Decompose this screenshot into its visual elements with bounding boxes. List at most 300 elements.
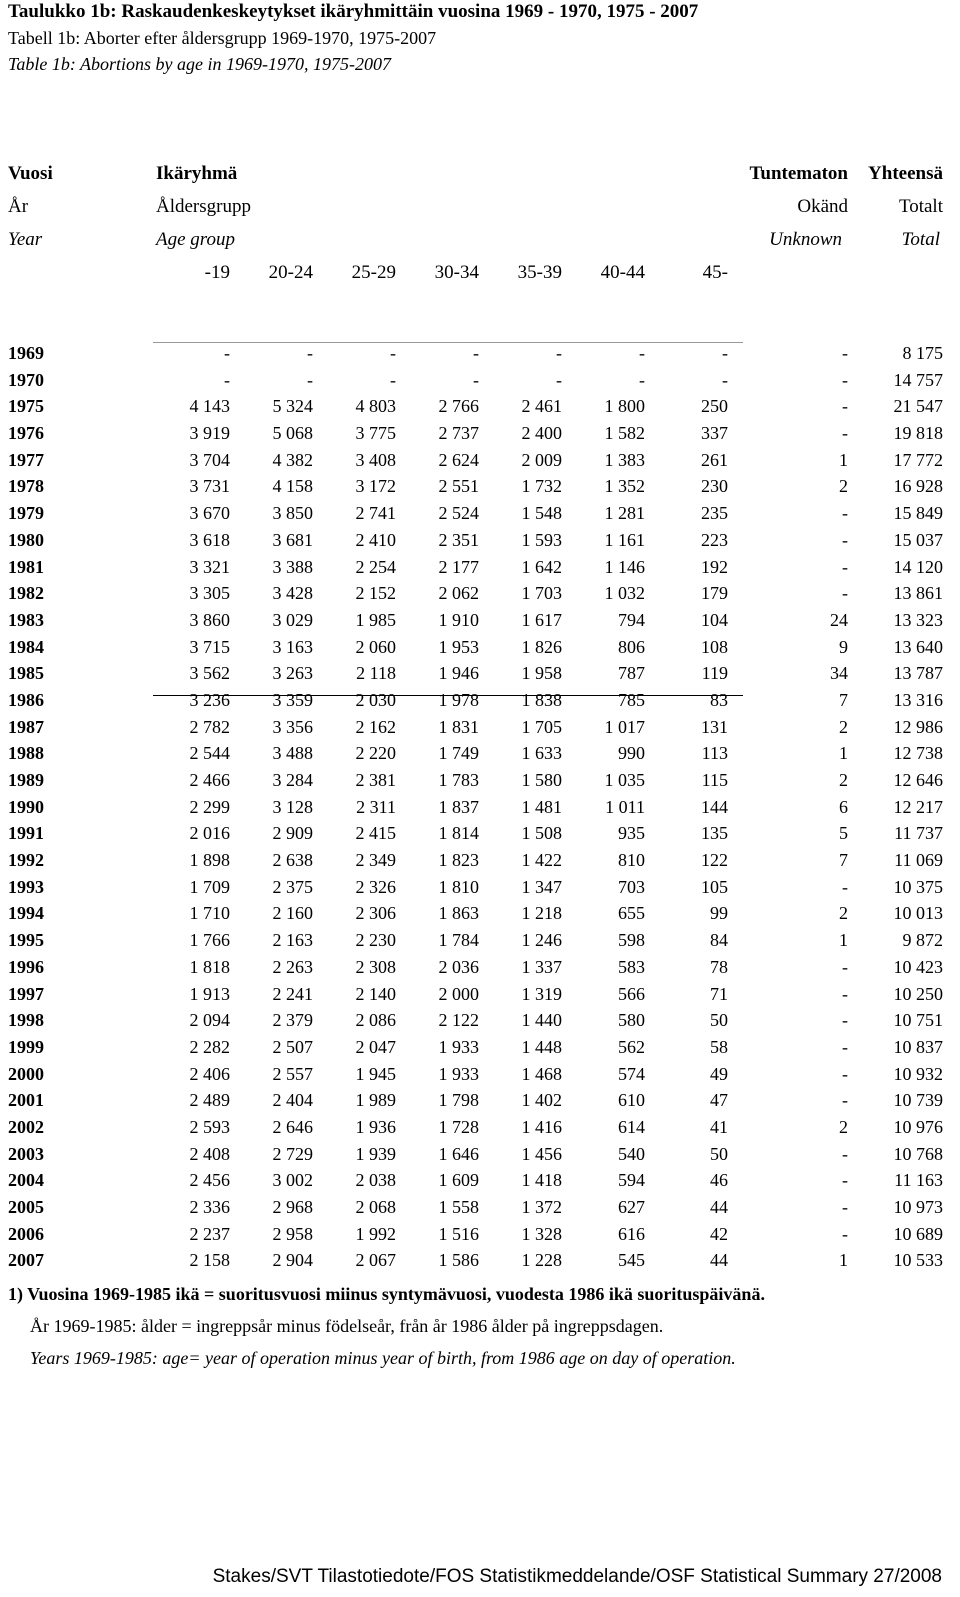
year-cell: 1970 xyxy=(8,369,44,390)
value-cell: 1 766 xyxy=(189,930,230,951)
table-row xyxy=(0,820,960,847)
value-cell: 935 xyxy=(618,823,645,844)
year-cell: 1983 xyxy=(8,609,44,630)
value-cell: - xyxy=(842,983,848,1004)
value-cell: 2 158 xyxy=(189,1250,230,1271)
value-cell: 12 738 xyxy=(893,743,943,764)
value-cell: 1 440 xyxy=(521,1010,562,1031)
table-row xyxy=(0,447,960,474)
value-cell: 2 958 xyxy=(272,1223,313,1244)
value-cell: 1 481 xyxy=(521,796,562,817)
value-cell: 2 162 xyxy=(355,716,396,737)
value-cell: 34 xyxy=(830,663,848,684)
table-row xyxy=(0,1061,960,1088)
footnote-finnish: 1) Vuosina 1969-1985 ikä = suoritusvuosi miinus syntymävuosi, vuodesta 1986 ikä suorituspäivänä. xyxy=(8,1284,765,1304)
value-cell: - xyxy=(390,343,396,363)
value-cell: 6 xyxy=(839,796,848,817)
footnote-swedish: År 1969-1985: ålder = ingreppsår minus födelseår, från år 1986 ålder på ingreppsdagen. xyxy=(30,1316,664,1336)
value-cell: 108 xyxy=(701,636,728,657)
value-cell: 1 945 xyxy=(355,1063,396,1084)
value-cell: - xyxy=(842,1010,848,1031)
value-cell: 614 xyxy=(618,1116,645,1137)
value-cell: - xyxy=(842,529,848,550)
value-cell: 2 557 xyxy=(272,1063,313,1084)
value-cell: 9 872 xyxy=(902,930,943,951)
year-cell: 2000 xyxy=(8,1063,44,1084)
value-cell: 5 324 xyxy=(272,396,313,417)
header-total-en: Total xyxy=(901,229,940,250)
table-row xyxy=(0,634,960,661)
value-cell: 1 823 xyxy=(438,850,479,871)
value-cell: 3 681 xyxy=(272,529,313,550)
value-cell: 2 351 xyxy=(438,529,479,550)
value-cell: 2 241 xyxy=(272,983,313,1004)
value-cell: 4 158 xyxy=(272,476,313,497)
value-cell: 2 140 xyxy=(355,983,396,1004)
value-cell: 250 xyxy=(701,396,728,417)
value-cell: 598 xyxy=(618,930,645,951)
value-cell: 1 709 xyxy=(189,876,230,897)
year-cell: 1994 xyxy=(8,903,44,924)
value-cell: 2 047 xyxy=(355,1036,396,1057)
value-cell: - xyxy=(307,343,313,363)
value-cell: 1 933 xyxy=(438,1036,479,1057)
value-cell: 1 347 xyxy=(521,876,562,897)
value-cell: - xyxy=(842,1170,848,1191)
year-cell: 2004 xyxy=(8,1170,44,1191)
value-cell: 1 728 xyxy=(438,1116,479,1137)
value-cell: 49 xyxy=(710,1063,728,1084)
value-cell: 4 803 xyxy=(355,396,396,417)
value-cell: 50 xyxy=(710,1143,728,1164)
value-cell: 119 xyxy=(701,663,728,684)
value-cell: 2 524 xyxy=(438,503,479,524)
value-cell: 10 739 xyxy=(893,1090,943,1111)
value-cell: - xyxy=(556,369,562,390)
value-cell: 1 xyxy=(839,449,848,470)
value-cell: 83 xyxy=(710,689,728,710)
value-cell: 990 xyxy=(618,743,645,764)
value-cell: 13 787 xyxy=(893,663,943,684)
value-cell: 11 737 xyxy=(894,823,943,844)
value-cell: 785 xyxy=(618,689,645,710)
value-cell: 3 163 xyxy=(272,636,313,657)
value-cell: 1 798 xyxy=(438,1090,479,1111)
value-cell: 44 xyxy=(710,1250,728,1271)
value-cell: - xyxy=(842,396,848,417)
value-cell: 1 456 xyxy=(521,1143,562,1164)
value-cell: 2 xyxy=(839,1116,848,1137)
value-cell: 2 xyxy=(839,903,848,924)
value-cell: 1 810 xyxy=(438,876,479,897)
table-row xyxy=(0,393,960,420)
table-row xyxy=(0,420,960,447)
value-cell: 1 826 xyxy=(521,636,562,657)
value-cell: 1 319 xyxy=(521,983,562,1004)
value-cell: 10 973 xyxy=(893,1197,943,1217)
value-cell: - xyxy=(842,1223,848,1244)
table-row xyxy=(0,554,960,581)
table-row xyxy=(0,1007,960,1034)
title-english: Table 1b: Abortions by age in 1969-1970, 1975-2007 xyxy=(8,54,391,74)
table-row xyxy=(0,1247,960,1274)
value-cell: 2 122 xyxy=(438,1010,479,1031)
value-cell: 1 946 xyxy=(438,663,479,684)
value-cell: 2 118 xyxy=(356,663,396,684)
value-cell: 13 640 xyxy=(893,636,943,657)
value-cell: 2 593 xyxy=(189,1116,230,1137)
year-cell: 1993 xyxy=(8,876,44,897)
value-cell: 2 263 xyxy=(272,956,313,977)
value-cell: 3 321 xyxy=(189,556,230,577)
value-cell: - xyxy=(556,343,562,363)
table-row xyxy=(0,847,960,874)
year-cell: 2001 xyxy=(8,1090,44,1111)
value-cell: 2 067 xyxy=(355,1250,396,1271)
value-cell: 11 069 xyxy=(894,850,943,871)
value-cell: 2 349 xyxy=(355,850,396,871)
value-cell: 2 544 xyxy=(189,743,230,764)
value-cell: 3 731 xyxy=(189,476,230,497)
value-cell: 2 311 xyxy=(356,796,396,817)
value-cell: 1 985 xyxy=(355,609,396,630)
value-cell: 15 849 xyxy=(893,503,943,524)
year-cell: 1985 xyxy=(8,663,44,684)
value-cell: 2 060 xyxy=(355,636,396,657)
value-cell: 41 xyxy=(710,1116,728,1137)
header-unknown-fi: Tuntematon xyxy=(749,163,848,184)
value-cell: 1 633 xyxy=(521,743,562,764)
year-cell: 1987 xyxy=(8,716,44,737)
value-cell: 2 507 xyxy=(272,1036,313,1057)
value-cell: 71 xyxy=(710,983,728,1004)
value-cell: 3 305 xyxy=(189,583,230,604)
value-cell: 2 016 xyxy=(189,823,230,844)
value-cell: 2 062 xyxy=(438,583,479,604)
value-cell: 540 xyxy=(618,1143,645,1164)
value-cell: 10 423 xyxy=(893,956,943,977)
value-cell: 2 466 xyxy=(189,770,230,790)
value-cell: 5 xyxy=(839,823,848,844)
value-cell: 230 xyxy=(701,476,728,497)
value-cell: 2 030 xyxy=(355,689,396,710)
value-cell: 3 562 xyxy=(189,663,230,684)
value-cell: 2 456 xyxy=(189,1170,230,1191)
year-cell: 1969 xyxy=(8,343,44,363)
value-cell: 4 382 xyxy=(272,449,313,470)
year-cell: 2007 xyxy=(8,1250,44,1271)
value-cell: 1 416 xyxy=(521,1116,562,1137)
value-cell: 2 094 xyxy=(189,1010,230,1031)
value-cell: 1 898 xyxy=(189,850,230,871)
value-cell: 1 989 xyxy=(355,1090,396,1111)
value-cell: 10 751 xyxy=(893,1010,943,1031)
value-cell: 2 410 xyxy=(355,529,396,550)
value-cell: - xyxy=(842,1036,848,1057)
value-cell: 2 646 xyxy=(272,1116,313,1137)
value-cell: 58 xyxy=(710,1036,728,1057)
age-group-header: 20-24 xyxy=(268,262,313,283)
value-cell: 113 xyxy=(701,743,728,764)
value-cell: 2 000 xyxy=(438,983,479,1004)
value-cell: 1 992 xyxy=(355,1223,396,1244)
value-cell: 261 xyxy=(701,449,728,470)
value-cell: 703 xyxy=(618,876,645,897)
value-cell: 580 xyxy=(618,1010,645,1031)
value-cell: - xyxy=(842,369,848,390)
value-cell: 1 468 xyxy=(521,1063,562,1084)
value-cell: 1 516 xyxy=(438,1223,479,1244)
table-row xyxy=(0,687,960,714)
value-cell: 3 359 xyxy=(272,689,313,710)
value-cell: 787 xyxy=(618,663,645,684)
year-cell: 1980 xyxy=(8,529,44,550)
value-cell: 2 381 xyxy=(355,770,396,790)
value-cell: 566 xyxy=(618,983,645,1004)
table-titles xyxy=(8,0,698,75)
value-cell: - xyxy=(473,369,479,390)
value-cell: 24 xyxy=(830,609,848,630)
value-cell: 2 766 xyxy=(438,396,479,417)
value-cell: 3 172 xyxy=(355,476,396,497)
value-cell: 1 017 xyxy=(604,716,645,737)
value-cell: 131 xyxy=(701,716,728,737)
page-footer: Stakes/SVT Tilastotiedote/FOS Statistikmeddelande/OSF Statistical Summary 27/2008 xyxy=(212,1566,942,1587)
title-swedish: Tabell 1b: Aborter efter åldersgrupp 1969-1970, 1975-2007 xyxy=(8,28,437,48)
value-cell: 2 379 xyxy=(272,1010,313,1031)
value-cell: 2 086 xyxy=(355,1010,396,1031)
table-row xyxy=(0,1087,960,1114)
table-row xyxy=(0,954,960,981)
value-cell: 115 xyxy=(701,770,728,790)
year-cell: 1977 xyxy=(8,449,44,470)
value-cell: 17 772 xyxy=(893,449,943,470)
value-cell: 2 068 xyxy=(355,1197,396,1217)
value-cell: 1 218 xyxy=(521,903,562,924)
value-cell: 616 xyxy=(618,1223,645,1244)
value-cell: 3 356 xyxy=(272,716,313,737)
value-cell: 2 638 xyxy=(272,850,313,871)
value-cell: 2 968 xyxy=(272,1197,313,1217)
value-cell: 1 783 xyxy=(438,770,479,790)
value-cell: 10 976 xyxy=(893,1116,943,1137)
value-cell: 2 336 xyxy=(189,1197,230,1217)
value-cell: 3 236 xyxy=(189,689,230,710)
table-row xyxy=(0,1221,960,1248)
value-cell: 1 910 xyxy=(438,609,479,630)
value-cell: 8 175 xyxy=(902,343,943,363)
value-cell: 562 xyxy=(618,1036,645,1057)
value-cell: 3 670 xyxy=(189,503,230,524)
value-cell: 1 646 xyxy=(438,1143,479,1164)
value-cell: 1 161 xyxy=(604,529,645,550)
value-cell: 2 326 xyxy=(355,876,396,897)
header-year-en: Year xyxy=(8,229,43,250)
value-cell: 337 xyxy=(701,423,728,444)
value-cell: 1 328 xyxy=(521,1223,562,1244)
value-cell: 3 775 xyxy=(355,423,396,444)
value-cell: 1 586 xyxy=(438,1250,479,1271)
year-cell: 1989 xyxy=(8,770,44,790)
value-cell: 1 xyxy=(839,930,848,951)
value-cell: 2 461 xyxy=(521,396,562,417)
header-age-sv: Åldersgrupp xyxy=(156,196,251,217)
value-cell: 10 768 xyxy=(893,1143,943,1164)
table-row xyxy=(0,767,960,794)
year-cell: 2005 xyxy=(8,1197,44,1217)
value-cell: 2 220 xyxy=(355,743,396,764)
value-cell: 14 757 xyxy=(893,369,943,390)
value-cell: - xyxy=(842,423,848,444)
value-cell: - xyxy=(842,343,848,363)
value-cell: 99 xyxy=(710,903,728,924)
table-row xyxy=(0,874,960,901)
value-cell: 1 784 xyxy=(438,930,479,951)
value-cell: - xyxy=(722,369,728,390)
value-cell: 1 337 xyxy=(521,956,562,977)
value-cell: 3 002 xyxy=(272,1170,313,1191)
value-cell: 2 308 xyxy=(355,956,396,977)
value-cell: 1 913 xyxy=(189,983,230,1004)
value-cell: 3 388 xyxy=(272,556,313,577)
value-cell: 2 782 xyxy=(189,716,230,737)
value-cell: - xyxy=(842,956,848,977)
value-cell: 810 xyxy=(618,850,645,871)
value-cell: 594 xyxy=(618,1170,645,1191)
value-cell: 3 488 xyxy=(272,743,313,764)
value-cell: 50 xyxy=(710,1010,728,1031)
value-cell: 1 933 xyxy=(438,1063,479,1084)
value-cell: 1 609 xyxy=(438,1170,479,1191)
value-cell: 2 551 xyxy=(438,476,479,497)
value-cell: 3 715 xyxy=(189,636,230,657)
year-cell: 1982 xyxy=(8,583,44,604)
table-row xyxy=(0,1114,960,1141)
value-cell: - xyxy=(842,1090,848,1111)
value-cell: 2 009 xyxy=(521,449,562,470)
value-cell: 2 282 xyxy=(189,1036,230,1057)
footnotes xyxy=(8,1282,765,1370)
value-cell: - xyxy=(842,1063,848,1084)
value-cell: 16 928 xyxy=(893,476,943,497)
value-cell: 1 580 xyxy=(521,770,562,790)
year-cell: 1988 xyxy=(8,743,44,764)
value-cell: 2 408 xyxy=(189,1143,230,1164)
value-cell: 1 352 xyxy=(604,476,645,497)
year-cell: 1984 xyxy=(8,636,44,657)
value-cell: 1 818 xyxy=(189,956,230,977)
value-cell: 1 035 xyxy=(604,770,645,790)
value-cell: 3 428 xyxy=(272,583,313,604)
value-cell: 13 323 xyxy=(893,609,943,630)
year-cell: 1998 xyxy=(8,1010,44,1031)
value-cell: 144 xyxy=(701,796,728,817)
header-unknown-sv: Okänd xyxy=(797,196,848,217)
value-cell: 1 863 xyxy=(438,903,479,924)
header-total-fi: Yhteensä xyxy=(868,163,943,184)
year-cell: 1978 xyxy=(8,476,44,497)
value-cell: 2 xyxy=(839,770,848,790)
header-age-en: Age group xyxy=(156,229,235,250)
value-cell: 10 013 xyxy=(893,903,943,924)
value-cell: 1 228 xyxy=(521,1250,562,1271)
value-cell: 1 422 xyxy=(521,850,562,871)
value-cell: 3 408 xyxy=(355,449,396,470)
value-cell: - xyxy=(639,369,645,390)
value-cell: 179 xyxy=(701,583,728,604)
value-cell: 42 xyxy=(710,1223,728,1244)
value-cell: - xyxy=(224,343,230,363)
value-cell: 2 160 xyxy=(272,903,313,924)
value-cell: 1 814 xyxy=(438,823,479,844)
value-cell: 15 037 xyxy=(893,529,943,550)
table-row xyxy=(0,607,960,634)
age-group-header: -19 xyxy=(204,262,230,283)
value-cell: 78 xyxy=(710,956,728,977)
value-cell: - xyxy=(307,369,313,390)
table-row xyxy=(0,927,960,954)
value-cell: 235 xyxy=(701,503,728,524)
value-cell: 627 xyxy=(618,1197,645,1217)
value-cell: 135 xyxy=(701,823,728,844)
value-cell: 1 958 xyxy=(521,663,562,684)
table-row xyxy=(0,580,960,607)
year-cell: 1997 xyxy=(8,983,44,1004)
table-row xyxy=(0,794,960,821)
value-cell: 84 xyxy=(710,930,728,951)
value-cell: 7 xyxy=(839,689,848,710)
value-cell: 545 xyxy=(618,1250,645,1271)
age-group-header: 40-44 xyxy=(600,262,645,283)
value-cell: 1 281 xyxy=(604,503,645,524)
value-cell: 1 383 xyxy=(604,449,645,470)
value-cell: 1 710 xyxy=(189,903,230,924)
value-cell: 21 547 xyxy=(893,396,943,417)
value-cell: - xyxy=(842,876,848,897)
value-cell: 2 038 xyxy=(355,1170,396,1191)
value-cell: 47 xyxy=(710,1090,728,1111)
table-row xyxy=(0,473,960,500)
value-cell: 1 402 xyxy=(521,1090,562,1111)
value-cell: - xyxy=(639,343,645,363)
value-cell: 2 909 xyxy=(272,823,313,844)
value-cell: 13 861 xyxy=(893,583,943,604)
value-cell: 1 978 xyxy=(438,689,479,710)
value-cell: - xyxy=(473,343,479,363)
title-finnish: Taulukko 1b: Raskaudenkeskeytykset ikäryhmittäin vuosina 1969 - 1970, 1975 - 2007 xyxy=(8,1,699,22)
value-cell: 574 xyxy=(618,1063,645,1084)
value-cell: 1 593 xyxy=(521,529,562,550)
value-cell: 1 837 xyxy=(438,796,479,817)
value-cell: - xyxy=(842,556,848,577)
value-cell: - xyxy=(390,369,396,390)
year-cell: 1990 xyxy=(8,796,44,817)
year-cell: 1981 xyxy=(8,556,44,577)
value-cell: 223 xyxy=(701,529,728,550)
value-cell: 3 704 xyxy=(189,449,230,470)
value-cell: 2 237 xyxy=(189,1223,230,1244)
value-cell: 1 508 xyxy=(521,823,562,844)
header-unknown-en: Unknown xyxy=(769,229,842,250)
value-cell: 122 xyxy=(701,850,728,871)
value-cell: 1 246 xyxy=(521,930,562,951)
value-cell: 2 415 xyxy=(355,823,396,844)
year-cell: 2003 xyxy=(8,1143,44,1164)
value-cell: 1 617 xyxy=(521,609,562,630)
value-cell: 1 642 xyxy=(521,556,562,577)
value-cell: 2 152 xyxy=(355,583,396,604)
header-age-fi: Ikäryhmä xyxy=(156,163,238,184)
